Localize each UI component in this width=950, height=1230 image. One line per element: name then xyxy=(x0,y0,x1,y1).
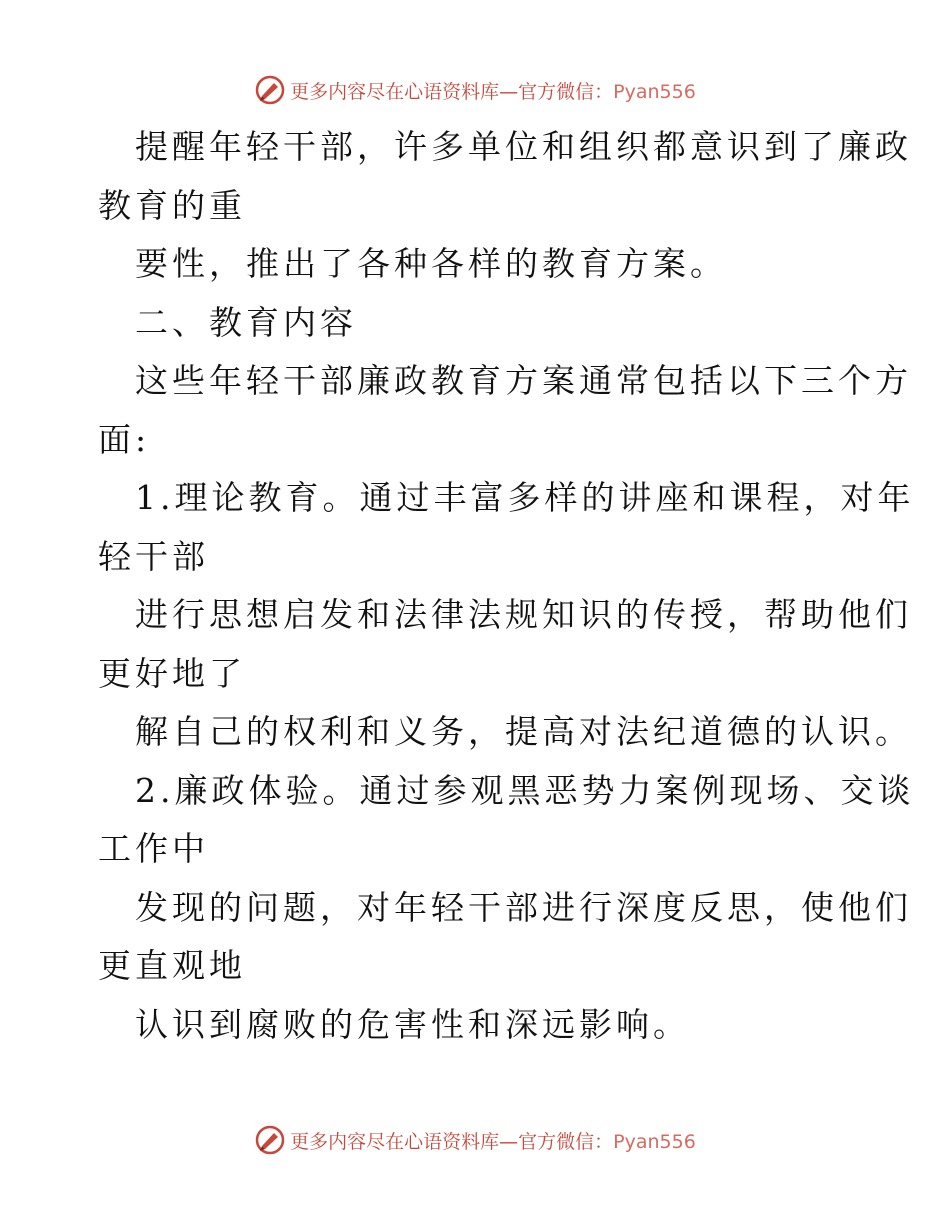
paragraph-line: 这些年轻干部廉政教育方案通常包括以下三个方 xyxy=(135,361,912,400)
watermark-wechat-id: Pyan556 xyxy=(613,80,696,103)
paragraph-line: 工作中 xyxy=(98,829,209,868)
document-body xyxy=(98,118,915,1054)
list-item-line: 2.廉政体验。通过参观黑恶势力案例现场、交谈 xyxy=(135,770,915,810)
bottom-watermark xyxy=(0,1120,950,1160)
paragraph-line: 提醒年轻干部，许多单位和组织都意识到了廉政 xyxy=(135,127,912,166)
watermark-site-text: 更多内容尽在心语资料库—官方微信： xyxy=(290,80,614,103)
watermark-text xyxy=(290,77,696,104)
paragraph-line: 更直观地 xyxy=(98,946,246,985)
list-item-line: 1.理论教育。通过丰富多样的讲座和课程，对年 xyxy=(135,478,915,517)
paragraph-line: 认识到腐败的危害性和深远影响。 xyxy=(135,1004,690,1044)
paragraph-line: 解自己的权利和义务，提高对法纪道德的认识。 xyxy=(135,712,912,751)
paragraph-line: 发现的问题，对年轻干部进行深度反思，使他们 xyxy=(135,887,912,927)
paragraph-line: 进行思想启发和法律法规知识的传授，帮助他们 xyxy=(135,595,912,634)
pen-logo-icon xyxy=(254,74,286,106)
watermark-wechat-id: Pyan556 xyxy=(613,1130,696,1153)
section-heading: 二、教育内容 xyxy=(135,302,357,342)
top-watermark xyxy=(0,70,950,110)
paragraph-line: 面: xyxy=(98,419,151,459)
pen-logo-icon xyxy=(254,1124,286,1156)
paragraph-line: 要性，推出了各种各样的教育方案。 xyxy=(135,244,727,283)
paragraph-line: 教育的重 xyxy=(98,185,246,225)
watermark-site-text: 更多内容尽在心语资料库—官方微信： xyxy=(290,1130,614,1153)
watermark-text xyxy=(290,1127,696,1154)
paragraph-line: 轻干部 xyxy=(98,536,209,576)
paragraph-line: 更好地了 xyxy=(98,653,246,693)
